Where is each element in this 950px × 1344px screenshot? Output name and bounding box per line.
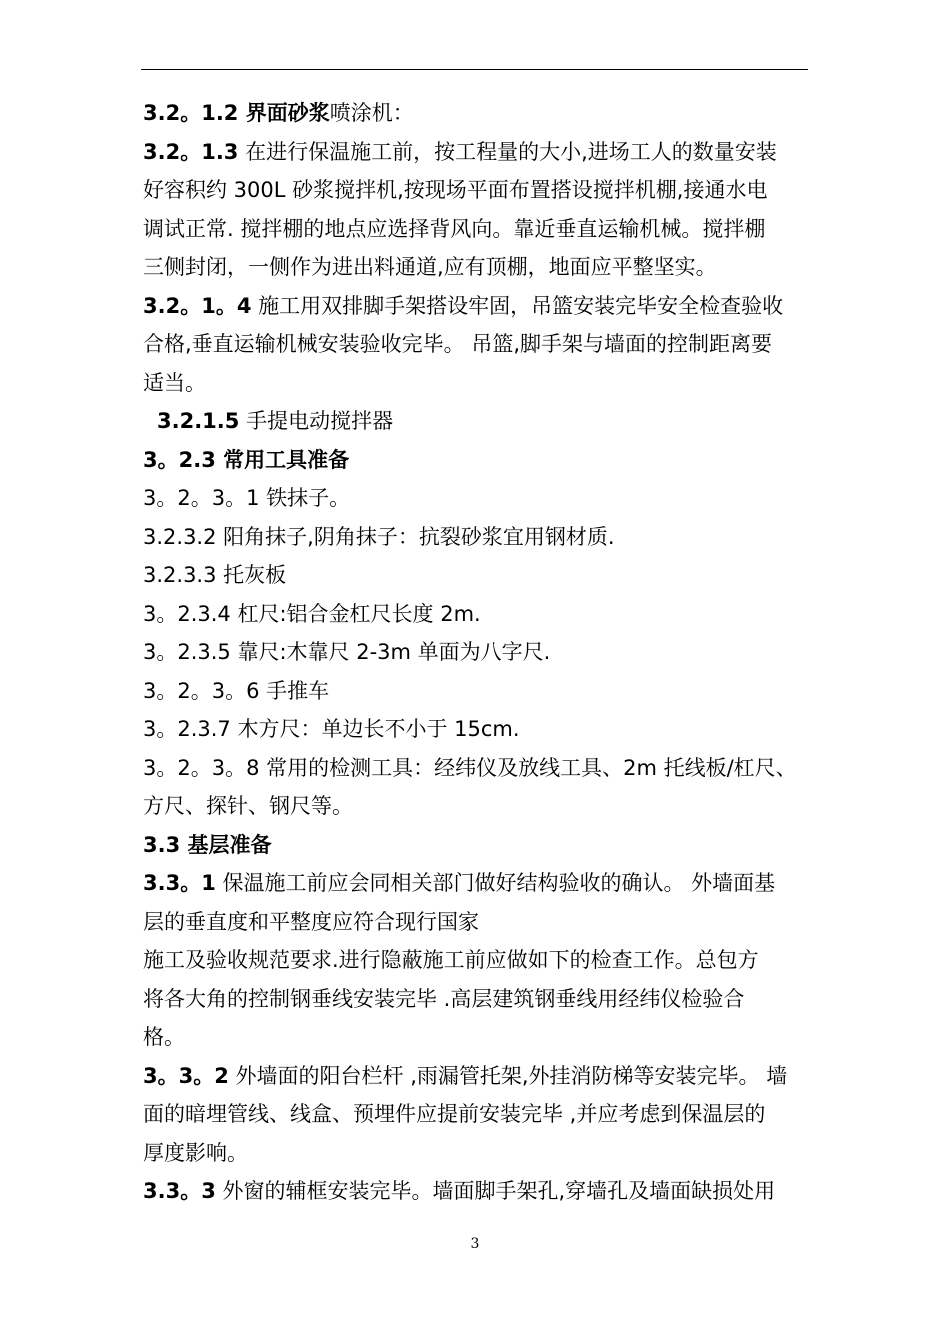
body-text: 3。2.3.7 木方尺：单边长不小于 15cm. (143, 717, 520, 741)
text-line (143, 1134, 813, 1173)
body-text: 3。2。3。6 手推车 (143, 678, 330, 703)
body-text: 3。2。3。1 铁抹子。 (143, 486, 351, 510)
bold-heading-text: 3.2。1.3 (143, 139, 239, 164)
body-text: 调试正常. 搅拌棚的地点应选择背风向。靠近垂直运输机械。搅拌棚 (143, 216, 766, 241)
text-line (143, 633, 813, 672)
text-line (143, 248, 813, 287)
body-text: 3。2。3。8 常用的检测工具：经纬仪及放线工具、2m 托线板/杠尺、 (143, 755, 797, 780)
body-text: 在进行保温施工前，按工程量的大小,进场工人的数量安装 (238, 139, 777, 164)
body-text: 适当。 (143, 370, 206, 395)
body-text: 3。2.3.5 靠尺:木靠尺 2-3m 单面为八字尺. (143, 640, 551, 664)
text-line (143, 710, 813, 749)
body-text: 施工用双排脚手架搭设牢固，吊篮安装完毕安全检查验收 (251, 293, 784, 318)
text-line (143, 749, 813, 788)
body-text: 3.2.3.2 阳角抹子,阴角抹子：抗裂砂浆宜用钢材质. (143, 524, 615, 549)
body-text: 将各大角的控制钢垂线安装完毕 .高层建筑钢垂线用经纬仪检验合 (143, 986, 745, 1011)
bold-heading-text: 3。2.3 常用工具准备 (143, 447, 350, 472)
body-text: 喷涂机： (329, 101, 414, 125)
text-line (143, 518, 813, 557)
body-text: 3。2.3.4 杠尺:铝合金杠尺长度 2m. (143, 601, 481, 626)
text-line (143, 287, 813, 326)
body-text: 厚度影响。 (143, 1140, 248, 1165)
text-line (143, 672, 813, 711)
body-text: 好容积约 300L 砂浆搅拌机,按现场平面布置搭设搅拌机棚,接通水电 (143, 178, 768, 202)
header-rule (141, 69, 808, 70)
text-line (143, 1018, 813, 1057)
text-line (143, 595, 813, 634)
body-text: 保温施工前应会同相关部门做好结构验收的确认。 外墙面基 (215, 871, 776, 895)
text-line (143, 441, 813, 480)
bold-heading-text: 3.3。1 (143, 871, 216, 895)
body-text: 3.2.3.3 托灰板 (143, 563, 287, 587)
text-line (143, 364, 813, 403)
text-line (143, 133, 813, 172)
text-line (143, 402, 813, 441)
bold-heading-text: 3.2。1.2 界面砂浆 (143, 101, 330, 125)
text-line (143, 210, 813, 249)
text-line (143, 980, 813, 1019)
text-line (143, 941, 813, 980)
body-text: 手提电动搅拌器 (239, 409, 394, 433)
text-line (143, 1095, 813, 1134)
text-line (143, 94, 813, 133)
body-text: 面的暗埋管线、线盒、预埋件应提前安装完毕 ,并应考虑到保温层的 (143, 1102, 766, 1126)
body-text: 层的垂直度和平整度应符合现行国家 (143, 909, 479, 934)
text-line (143, 826, 813, 865)
text-line (143, 325, 813, 364)
text-line (143, 1172, 813, 1211)
text-line (143, 787, 813, 826)
bold-heading-text: 3.2。1。4 (143, 293, 252, 318)
bold-heading-text: 3.2.1.5 (157, 409, 240, 433)
body-text: 方尺、探针、钢尺等。 (143, 794, 353, 818)
page-number: 3 (470, 1236, 480, 1252)
body-text: 合格,垂直运输机械安装验收完毕。 吊篮,脚手架与墙面的控制距离要 (143, 332, 773, 356)
text-line (143, 479, 813, 518)
body-text: 施工及验收规范要求.进行隐蔽施工前应做如下的检查工作。总包方 (143, 948, 759, 972)
text-line (143, 864, 813, 903)
text-line (143, 556, 813, 595)
bold-heading-text: 3.3。3 (143, 1179, 216, 1203)
document-body (143, 94, 813, 1211)
body-text: 三侧封闭，一侧作为进出料通道,应有顶棚，地面应平整坚实。 (143, 255, 717, 279)
body-text: 外窗的辅框安装完毕。墙面脚手架孔,穿墙孔及墙面缺损处用 (215, 1179, 776, 1203)
bold-heading-text: 3.3 基层准备 (143, 832, 272, 857)
body-text: 外墙面的阳台栏杆 ,雨漏管托架,外挂消防梯等安装完毕。 墙 (228, 1063, 788, 1088)
bold-heading-text: 3。3。2 (143, 1063, 229, 1088)
text-line (143, 171, 813, 210)
body-text: 格。 (143, 1025, 185, 1049)
text-line (143, 903, 813, 942)
text-line (143, 1057, 813, 1096)
